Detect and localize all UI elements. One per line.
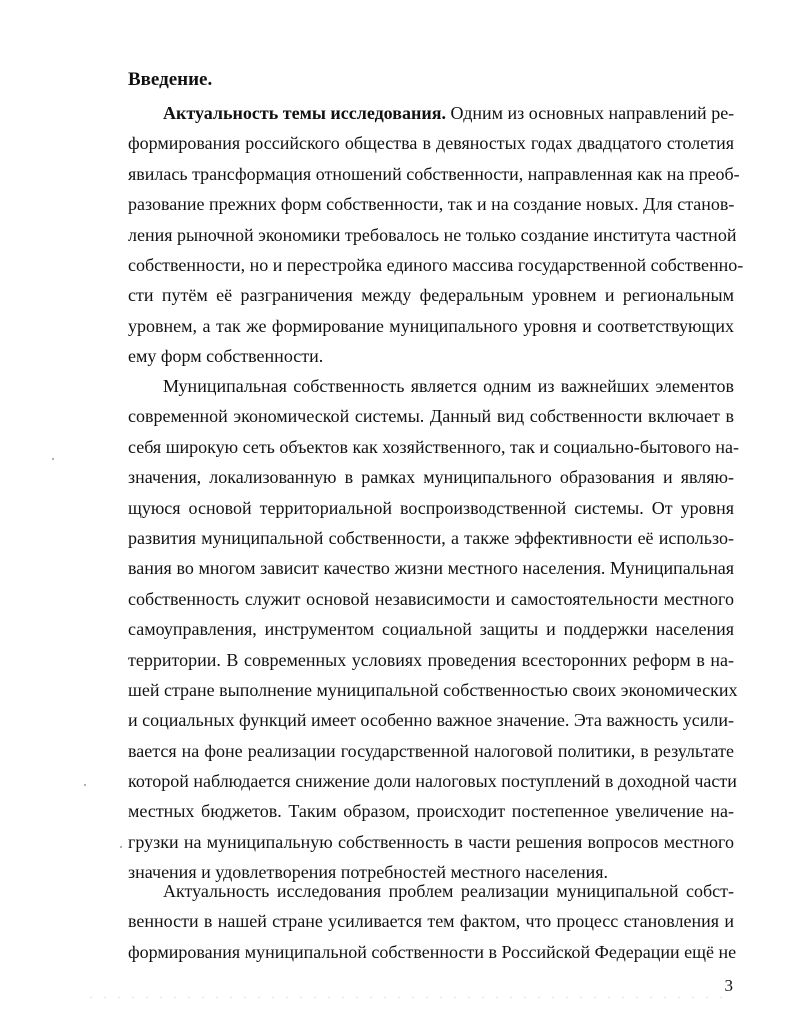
paragraph-line: грузки на муниципальную собственность в части решения вопросов местного xyxy=(128,831,734,852)
paragraph-line: сти путём её разграничения между федеральным уровнем и региональным xyxy=(128,285,734,306)
section-heading: Введение. xyxy=(128,69,213,90)
scan-speck xyxy=(120,846,122,848)
paragraph-line: значения, локализованную в рамках муниципального образования и являю- xyxy=(128,467,734,488)
paragraph-line: значения и удовлетворения потребностей местного населения. xyxy=(128,862,609,883)
paragraph-3 xyxy=(128,876,737,967)
paragraph-line: Актуальность исследования проблем реализации муниципальной собст- xyxy=(163,881,734,901)
paragraph-1 xyxy=(128,98,744,372)
paragraph-line: вания во многом зависит качество жизни местного населения. Муниципальная xyxy=(128,558,734,579)
paragraph-line: и социальных функций имеет особенно важное значение. Эта важность усили- xyxy=(128,710,734,731)
paragraph-line: ления рыночной экономики требовалось не только создание института частной xyxy=(128,224,737,245)
paragraph-line: собственность служит основой независимости и самостоятельности местного xyxy=(128,588,734,609)
paragraph-line: явилась трансформация отношений собственности, направленная как на преоб- xyxy=(128,163,740,184)
paragraph-line: которой наблюдается снижение доли налоговых поступлений в доходной части xyxy=(128,771,737,792)
paragraph-line: самоуправления, инструментом социальной защиты и поддержки населения xyxy=(128,619,734,640)
paragraph-line: Муниципальная собственность является одним из важнейших элементов xyxy=(163,376,734,396)
scan-speck xyxy=(52,458,54,460)
paragraph-line: венности в нашей стране усиливается тем фактом, что процесс становления и xyxy=(128,911,734,932)
scan-speck xyxy=(84,784,86,786)
paragraph-2 xyxy=(128,371,739,888)
paragraph-line: Актуальность темы исследования. Одним из основных направлений ре- xyxy=(163,103,735,123)
page-number: 3 xyxy=(724,976,733,995)
paragraph-line: вается на фоне реализации государственной налоговой политики, в результате xyxy=(128,740,734,761)
paragraph-line: уровнем, а так же формирование муниципального уровня и соответствующих xyxy=(128,315,734,336)
paragraph-line: развития муниципальной собственности, а также эффективности её использо- xyxy=(128,527,734,548)
paragraph-line: ему форм собственности. xyxy=(128,346,324,367)
paragraph-line: местных бюджетов. Таким образом, происходит постепенное увеличение на- xyxy=(128,801,734,822)
lead-phrase: Актуальность темы исследования. xyxy=(163,103,446,123)
paragraph-line: формирования российского общества в девяностых годах двадцатого столетия xyxy=(128,133,734,154)
scan-noise-line xyxy=(90,997,730,998)
paragraph-line: современной экономической системы. Данный вид собственности включает в xyxy=(128,406,734,427)
paragraph-line: щуюся основой территориальной воспроизводственной системы. От уровня xyxy=(128,497,734,518)
paragraph-line: шей стране выполнение муниципальной собственностью своих экономических xyxy=(128,679,738,700)
paragraph-line: разование прежних форм собственности, так и на создание новых. Для станов- xyxy=(128,194,735,215)
paragraph-line: формирования муниципальной собственности в Российской Федерации ещё не xyxy=(128,941,737,962)
paragraph-line: себя широкую сеть объектов как хозяйственного, так и социально-бытового на- xyxy=(128,436,739,457)
paragraph-line: территории. В современных условиях проведения всесторонних реформ в на- xyxy=(128,649,734,670)
paragraph-line: собственности, но и перестройка единого массива государственной собственно- xyxy=(128,254,744,275)
